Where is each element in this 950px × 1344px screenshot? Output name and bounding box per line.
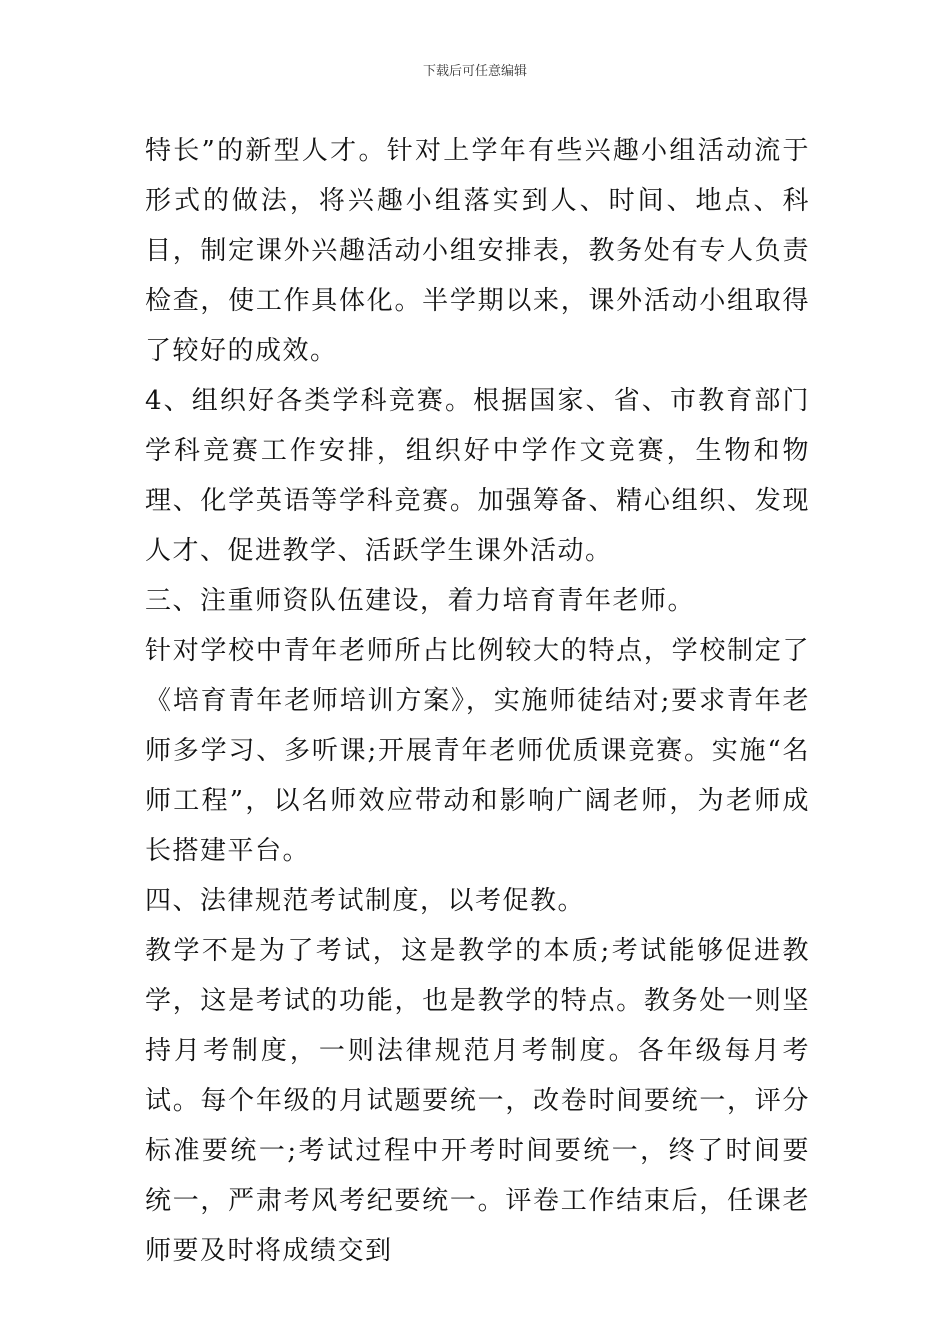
paragraph-monthly-exams: 教学不是为了考试，这是教学的本质;考试能够促进教学，这是考试的功能，也是教学的特点。教务处一则坚持月考制度，一则法律规范月考制度。各年级每月考试。每个年级的月试题要统一，改卷时间要统一，评分标准要统一;考试过程中开考时间要统一，终了时间要统一，严肃考风考纪要统一。评卷工作结束后，任课老师要及时将成绩交到 — [145, 936, 810, 1266]
paragraph-interest-groups: 特长”的新型人才。针对上学年有些兴趣小组活动流于形式的做法，将兴趣小组落实到人、时间、地点、科目，制定课外兴趣活动小组安排表，教务处有专人负责检查，使工作具体化。半学期以来，课外活动小组取得了较好的成效。 — [145, 136, 810, 366]
document-body — [145, 126, 810, 1276]
paragraph-subject-competitions: 4、组织好各类学科竞赛。根据国家、省、市教育部门学科竞赛工作安排，组织好中学作文竞赛，生物和物理、化学英语等学科竞赛。加强筹备、精心组织、发现人才、促进教学、活跃学生课外活动。 — [145, 386, 810, 566]
page-header: 下载后可任意编辑 — [422, 64, 527, 79]
paragraph-young-teachers: 针对学校中青年老师所占比例较大的特点，学校制定了《培育青年老师培训方案》，实施师徒结对;要求青年老师多学习、多听课;开展青年老师优质课竞赛。实施“名师工程”，以名师效应带动和影响广阔老师，为老师成长搭建平台。 — [145, 636, 810, 866]
section-heading-exam-system: 四、法律规范考试制度，以考促教。 — [145, 886, 586, 916]
section-heading-teacher-team: 三、注重师资队伍建设，着力培育青年老师。 — [145, 586, 696, 616]
